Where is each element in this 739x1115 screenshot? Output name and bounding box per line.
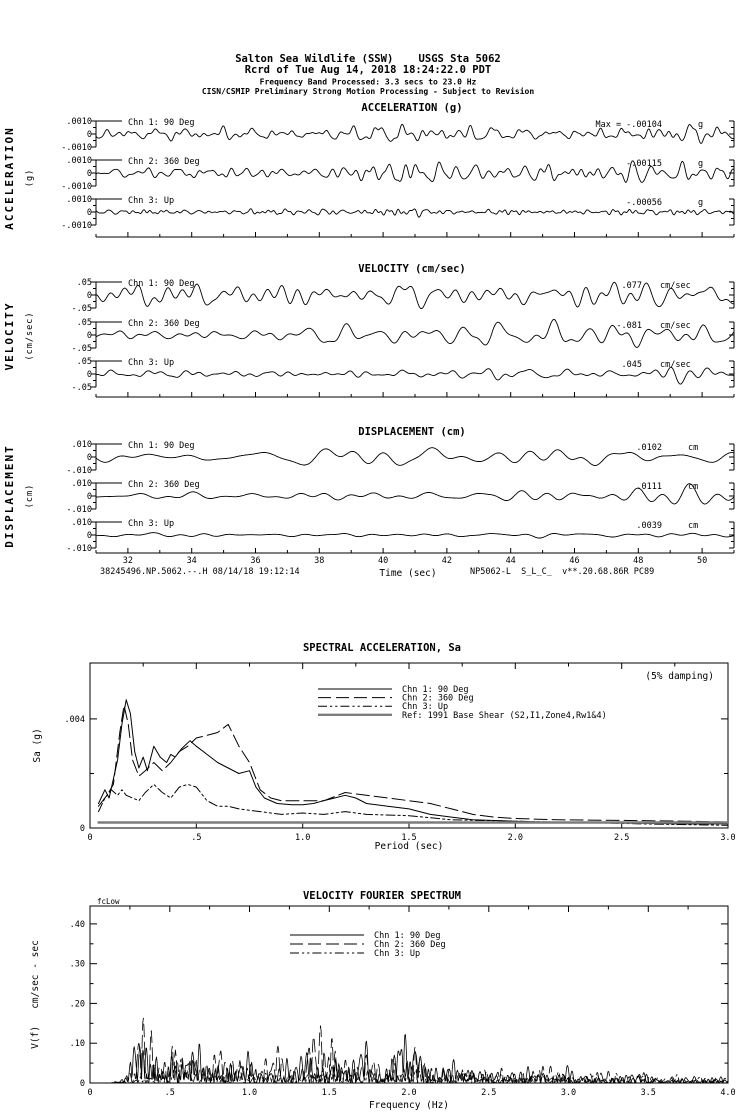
x-tick-label: 0 [87, 833, 93, 843]
section-velocity [3, 263, 734, 397]
y-tick-label: -.010 [66, 505, 92, 515]
x-tick-label: 3.0 [720, 833, 736, 843]
section-title: DISPLACEMENT (cm) [358, 426, 466, 438]
y-tick-label: 0 [86, 370, 92, 380]
x-tick-label: 2.0 [401, 1088, 417, 1098]
y-tick-label: .30 [69, 959, 85, 970]
y-tick-label: -.010 [66, 466, 92, 476]
side-axis-unit: (cm) [25, 483, 35, 509]
chart-sa [32, 642, 736, 852]
y-tick-label: -.010 [66, 544, 92, 554]
x-tick-label: 3.5 [640, 1088, 656, 1098]
channel-label: Chn 1: 90 Deg [128, 441, 195, 451]
peak-value: Max = -.00104 [595, 120, 662, 130]
x-tick-label: 2.5 [481, 1088, 497, 1098]
y-tick-label: 0 [86, 291, 92, 301]
x-tick-label: 38 [314, 556, 325, 566]
peak-unit: cm [688, 521, 699, 531]
y-tick-label: .10 [69, 1039, 85, 1050]
channel-label: Chn 2: 360 Deg [128, 157, 200, 167]
damping-note: (5% damping) [645, 671, 714, 682]
y-tick-label: .05 [76, 318, 92, 328]
frequency-band-note: Frequency Band Processed: 3.3 secs to 23.0 Hz [259, 77, 477, 87]
x-tick-label: 1.0 [294, 833, 311, 843]
y-axis-label: V(f) cm/sec - sec [30, 940, 41, 1049]
y-tick-label: 0 [79, 824, 85, 834]
chart-fourier [30, 890, 736, 1111]
channel-label: Chn 1: 90 Deg [128, 118, 195, 128]
x-tick-label: 48 [633, 556, 644, 566]
peak-value: -.081 [616, 321, 642, 331]
record-timestamp: Rcrd of Tue Aug 14, 2018 18:24:22.0 PDT [244, 64, 492, 76]
x-axis-label: Frequency (Hz) [368, 1100, 450, 1111]
station-title: Salton Sea Wildlife (SSW) USGS Sta 5062 [235, 53, 501, 65]
y-tick-label: -.05 [71, 344, 92, 354]
y-tick-label: 0 [79, 1079, 85, 1089]
y-tick-label: 0 [86, 331, 92, 341]
y-tick-label: .05 [76, 357, 92, 367]
peak-unit: cm/sec [660, 321, 691, 331]
channel-label: Chn 1: 90 Deg [128, 279, 195, 289]
y-tick-label: -.0010 [61, 182, 92, 192]
x-tick-label: .5 [164, 1088, 175, 1098]
legend-label: Chn 3: Up [374, 949, 421, 959]
chart-title: SPECTRAL ACCELERATION, Sa [302, 642, 462, 654]
peak-value: .077 [621, 281, 642, 291]
y-tick-label: 0 [86, 531, 92, 541]
x-tick-label: 40 [377, 556, 389, 566]
y-tick-label: .05 [76, 278, 92, 288]
y-tick-label: -.0010 [61, 221, 92, 231]
trace-displacement-ch3 [96, 533, 734, 538]
x-tick-label: 34 [186, 556, 197, 566]
peak-value: -.00115 [626, 159, 662, 169]
peak-unit: g [698, 198, 704, 208]
x-tick-label: 1.5 [321, 1088, 337, 1098]
processing-disclaimer: CISN/CSMIP Preliminary Strong Motion Processing - Subject to Revision [201, 87, 535, 96]
processing-code-footer: NP5062-L S_L_C_ v**.20.68.86R PC89 [470, 567, 655, 577]
y-tick-label: 0 [86, 130, 92, 140]
y-tick-label: 0 [86, 453, 92, 463]
x-tick-label: 46 [569, 556, 580, 566]
y-tick-label: .010 [71, 479, 92, 489]
side-axis-label: DISPLACEMENT [3, 444, 16, 548]
x-tick-label: 3.0 [560, 1088, 577, 1098]
legend-label: Chn 1: 90 Deg [374, 931, 441, 941]
peak-unit: g [698, 120, 704, 130]
y-tick-label: -.05 [71, 383, 92, 393]
peak-unit: cm/sec [660, 281, 691, 291]
y-tick-label: -.05 [71, 304, 92, 314]
y-tick-label: .20 [69, 999, 85, 1010]
section-title: ACCELERATION (g) [361, 102, 463, 114]
channel-label: Chn 3: Up [128, 196, 175, 206]
y-tick-label: .010 [71, 518, 92, 528]
x-tick-label: 32 [122, 556, 134, 566]
legend-label: Chn 2: 360 Deg [374, 940, 446, 950]
y-tick-label: -.0010 [61, 143, 92, 153]
side-axis-label: VELOCITY [3, 301, 16, 371]
peak-value: .0102 [636, 443, 662, 453]
side-axis-unit: (g) [25, 168, 35, 188]
chart-title: VELOCITY FOURIER SPECTRUM [302, 890, 462, 902]
y-tick-label: .40 [69, 919, 85, 930]
series-fourier-2 [114, 1018, 728, 1083]
y-tick-label: 0 [86, 169, 92, 179]
section-title: VELOCITY (cm/sec) [358, 263, 466, 275]
x-tick-label: .5 [191, 833, 202, 843]
side-axis-label: ACCELERATION [3, 126, 16, 230]
x-tick-label: 42 [441, 556, 453, 566]
y-tick-label: 0 [86, 208, 92, 218]
y-tick-label: .0010 [66, 156, 92, 166]
peak-unit: g [698, 159, 704, 169]
x-tick-label: 2.0 [507, 833, 524, 843]
x-tick-label: 0 [87, 1088, 93, 1098]
y-tick-label: .0010 [66, 195, 92, 205]
side-axis-unit: (cm/sec) [25, 311, 35, 361]
y-tick-label: .004 [64, 714, 85, 725]
legend-label: Chn 2: 360 Deg [402, 693, 474, 704]
time-axis-label: Time (sec) [379, 568, 437, 579]
x-tick-label: 2.5 [613, 833, 630, 843]
channel-label: Chn 3: Up [128, 358, 175, 368]
series-fourier-1 [111, 1035, 728, 1083]
legend-label: Chn 3: Up [402, 702, 449, 713]
peak-value: .0039 [636, 521, 662, 531]
section-acceleration [3, 102, 734, 237]
x-tick-label: 1.5 [401, 833, 417, 843]
x-tick-label: 36 [250, 556, 261, 566]
y-tick-label: .010 [71, 440, 92, 450]
peak-value: -.00056 [626, 198, 662, 208]
channel-label: Chn 3: Up [128, 519, 175, 529]
peak-unit: cm/sec [660, 360, 691, 370]
record-id-footer: 38245496.NP.5062.--.H 08/14/18 19:12:14 [100, 567, 300, 577]
peak-value: .0111 [636, 482, 662, 492]
x-tick-label: 1.0 [241, 1088, 258, 1098]
section-displacement [3, 426, 734, 579]
x-tick-label: 44 [505, 556, 516, 566]
legend-label: Chn 1: 90 Deg [402, 685, 469, 695]
channel-label: Chn 2: 360 Deg [128, 319, 200, 329]
series-sa-3 [99, 784, 729, 825]
series-sa-2 [99, 705, 729, 822]
peak-unit: cm [688, 482, 699, 492]
peak-value: .045 [621, 360, 642, 370]
channel-label: Chn 2: 360 Deg [128, 480, 200, 490]
x-tick-label: 50 [696, 556, 708, 566]
charts-group [3, 102, 736, 1111]
y-tick-label: .0010 [66, 117, 92, 127]
corner-frequency-label: fcLow [97, 897, 120, 906]
y-axis-label: Sa (g) [32, 728, 43, 763]
legend-label: Ref: 1991 Base Shear (S2,I1,Zone4,Rw1&4) [402, 710, 607, 721]
x-axis-label: Period (sec) [374, 841, 444, 852]
x-tick-label: 4.0 [720, 1088, 736, 1098]
peak-unit: cm [688, 443, 699, 453]
y-tick-label: 0 [86, 492, 92, 502]
trace-acceleration-ch3 [96, 209, 734, 218]
